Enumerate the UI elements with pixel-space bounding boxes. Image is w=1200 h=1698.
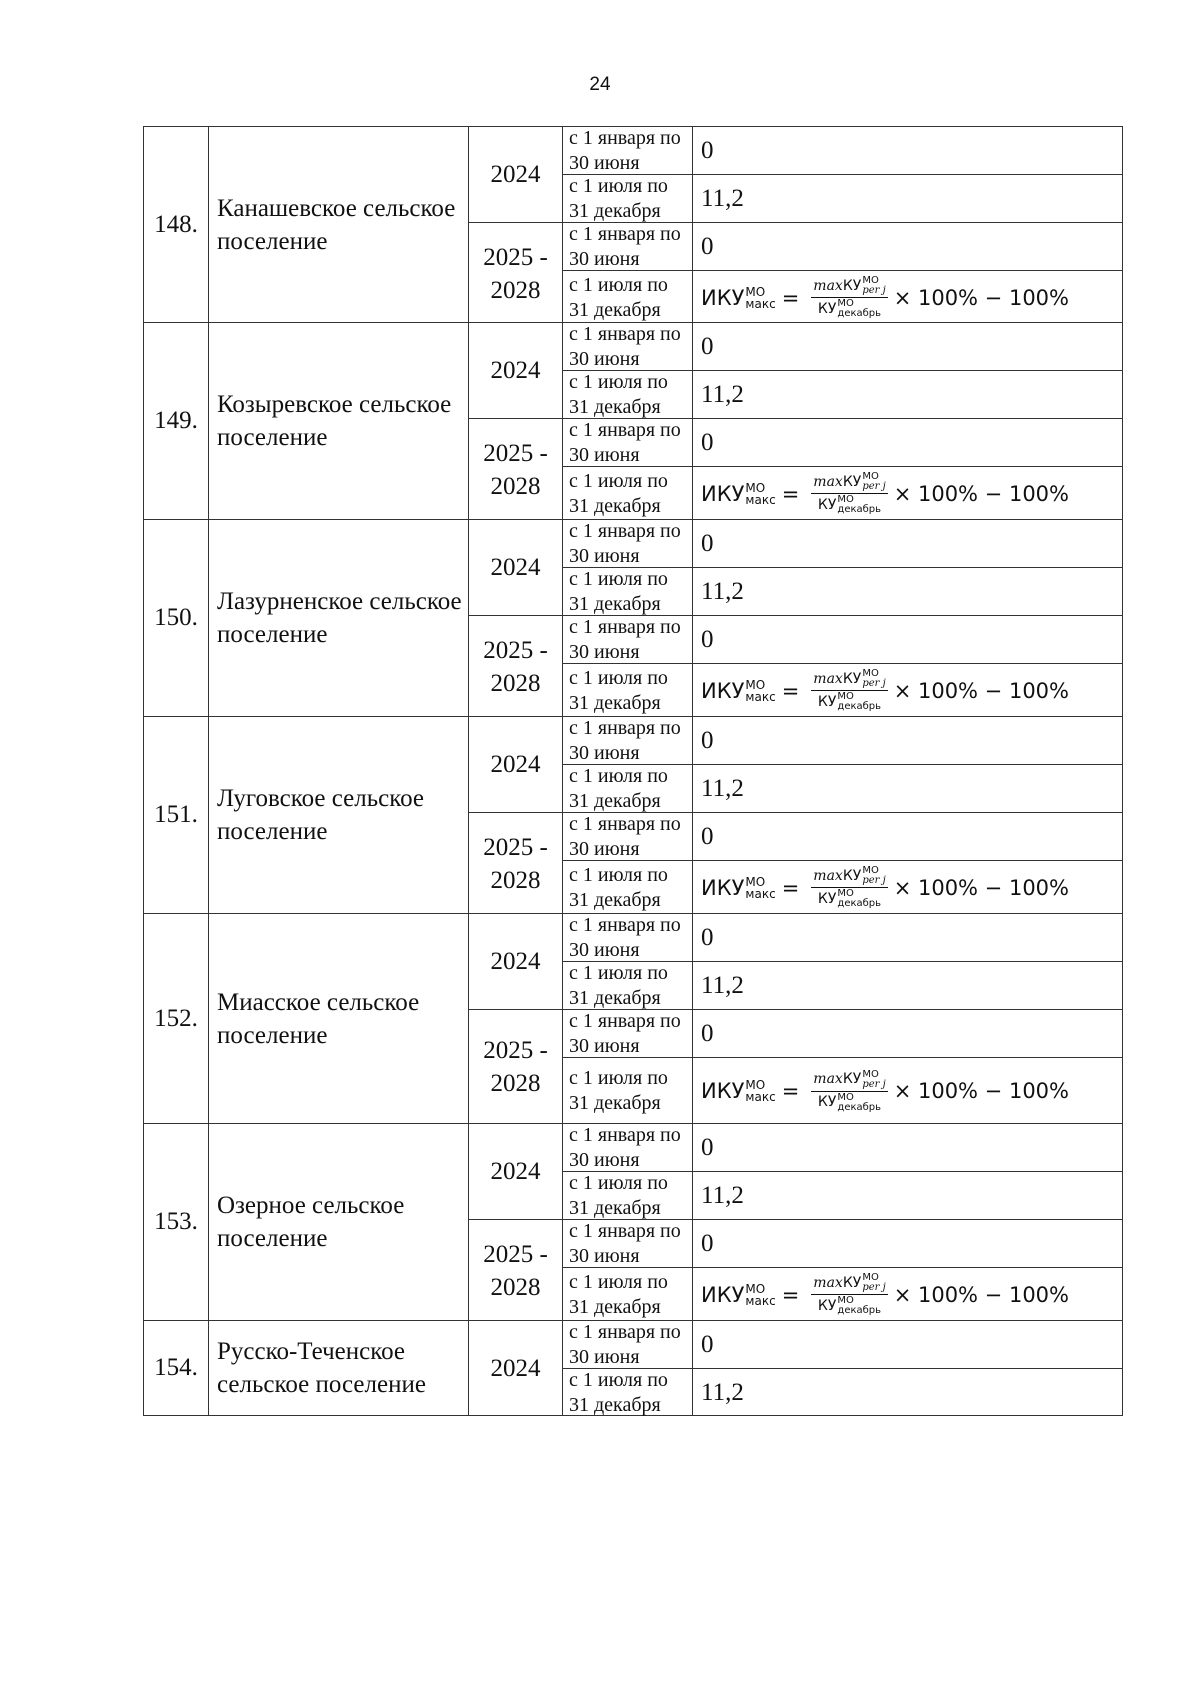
settlement-name: Лазурненское сельское поселение	[209, 520, 469, 716]
settlement-name: Канашевское сельское поселение	[209, 127, 469, 322]
formula-den-symbol: КУ	[817, 496, 837, 513]
formula-num-scripts	[862, 1273, 885, 1293]
formula-num-sup: МО	[862, 275, 879, 286]
period-second-half: с 1 июля по 31 декабря	[563, 1368, 693, 1416]
year-cell: 2024	[469, 717, 563, 812]
formula-den-scripts	[837, 1296, 881, 1316]
formula-denominator	[818, 1295, 881, 1316]
period-second-half: с 1 июля по 31 декабря	[563, 270, 693, 324]
period-first-half: с 1 января по 30 июня	[563, 222, 693, 270]
period-first-half: с 1 января по 30 июня	[563, 127, 693, 174]
formula-numerator	[811, 1273, 887, 1295]
row-number: 148.	[144, 127, 209, 322]
year-cell: 2024	[469, 127, 563, 222]
formula-num-sub: per j	[862, 1282, 886, 1293]
value-cell: 11,2	[693, 1368, 1122, 1416]
formula-lhs	[701, 679, 776, 703]
period-first-half: с 1 января по 30 июня	[563, 717, 693, 764]
row-number: 150.	[144, 520, 209, 716]
period-second-half: с 1 июля по 31 декабря	[563, 466, 693, 520]
formula-lhs-sup: МО	[745, 874, 766, 889]
formula-fraction	[811, 472, 887, 515]
formula-lhs-sub: макс	[745, 492, 776, 507]
formula-equals: =	[781, 481, 800, 506]
period-second-half: с 1 июля по 31 декабря	[563, 961, 693, 1009]
formula-num-sub: per j	[862, 285, 886, 296]
formula-lhs-sup: МО	[745, 284, 766, 299]
formula-lhs	[701, 482, 776, 506]
value-cell: 11,2	[693, 1171, 1122, 1219]
formula-lhs-symbol: ИКУ	[701, 1079, 745, 1103]
formula-lhs-sup: МО	[745, 677, 766, 692]
value-cell: 0	[693, 418, 1122, 466]
value-cell: 0	[693, 222, 1122, 270]
formula-num-symbol: КУ	[842, 867, 862, 884]
formula-denominator	[818, 691, 881, 712]
tariff-table	[143, 126, 1123, 1416]
value-cell: 0	[701, 1330, 714, 1358]
settlement-name: Луговское сельское поселение	[209, 717, 469, 913]
formula-lhs-scripts	[745, 1079, 775, 1103]
periods-block	[469, 323, 1122, 519]
value-cell: 11,2	[693, 567, 1122, 615]
formula-den-scripts	[837, 889, 881, 909]
formula-tail: × 100% − 100%	[893, 678, 1069, 703]
formula-num-sup: МО	[862, 1272, 879, 1283]
formula-num-sub: per j	[862, 481, 886, 492]
year-cell: 2025 - 2028	[469, 1009, 563, 1124]
period-first-half: с 1 января по 30 июня	[563, 812, 693, 860]
formula-den-sub: декабрь	[837, 504, 882, 515]
year-cell: 2024	[469, 520, 563, 615]
formula-lhs-sub: макс	[745, 886, 776, 901]
value-cell	[693, 270, 1122, 324]
period-second-half: с 1 июля по 31 декабря	[563, 860, 693, 914]
row-number: 151.	[144, 717, 209, 913]
year-cell: 2025 - 2028	[469, 812, 563, 914]
formula-den-scripts	[837, 692, 881, 712]
formula-num-scripts	[862, 669, 885, 689]
formula-denominator	[818, 494, 881, 515]
page-number: 24	[589, 74, 611, 95]
period-first-half: с 1 января по 30 июня	[563, 418, 693, 466]
formula-max: max	[813, 473, 843, 490]
formula-lhs	[701, 1283, 776, 1307]
row-number: 152.	[144, 914, 209, 1123]
formula-numerator	[811, 276, 887, 298]
value-cell	[693, 466, 1122, 520]
formula-lhs-scripts	[745, 679, 775, 703]
formula-fraction	[811, 669, 887, 712]
year-cell: 2025 - 2028	[469, 418, 563, 520]
period-second-half: с 1 июля по 31 декабря	[563, 663, 693, 717]
formula-lhs-sub: макс	[745, 296, 776, 311]
formula-lhs-sub: макс	[745, 689, 776, 704]
period-second-half: с 1 июля по 31 декабря	[563, 174, 693, 222]
period-first-half: с 1 января по 30 июня	[563, 323, 693, 370]
period-second-half: с 1 июля по 31 декабря	[563, 370, 693, 418]
period-second-half: с 1 июля по 31 декабря	[563, 1171, 693, 1219]
value-cell: 11,2	[693, 174, 1122, 222]
formula-equals: =	[781, 1282, 800, 1307]
formula-max: max	[813, 1071, 843, 1087]
table-row	[143, 126, 1123, 323]
formula-den-sub: декабрь	[837, 898, 882, 909]
formula-lhs-sup: МО	[745, 1078, 766, 1092]
formula-num-symbol: КУ	[842, 473, 862, 490]
formula-num-scripts	[862, 866, 885, 886]
formula	[701, 276, 1069, 319]
formula-tail: × 100% − 100%	[893, 285, 1069, 310]
formula-lhs-scripts	[745, 876, 775, 900]
formula-num-symbol: КУ	[842, 670, 862, 687]
table-row	[143, 520, 1123, 717]
formula-den-sub: декабрь	[837, 308, 882, 319]
value-cell: 11,2	[693, 764, 1122, 812]
formula-lhs-symbol: ИКУ	[701, 1282, 745, 1307]
value-cell: 0	[701, 332, 714, 360]
periods-block	[469, 520, 1122, 716]
formula-lhs	[701, 876, 776, 900]
formula-max: max	[813, 670, 843, 687]
formula-lhs-symbol: ИКУ	[701, 285, 745, 310]
formula-lhs	[701, 1079, 776, 1103]
period-second-half: с 1 июля по 31 декабря	[563, 1057, 693, 1124]
periods-block	[469, 914, 1122, 1123]
year-cell: 2025 - 2028	[469, 222, 563, 324]
formula-numerator	[811, 472, 887, 494]
formula	[701, 472, 1069, 515]
formula-max: max	[813, 277, 843, 294]
formula-den-sup: МО	[837, 691, 854, 702]
formula-num-scripts	[862, 472, 885, 492]
formula-fraction	[811, 1273, 887, 1316]
period-first-half: с 1 января по 30 июня	[563, 1009, 693, 1057]
formula-lhs-scripts	[745, 482, 775, 506]
formula-den-symbol: КУ	[817, 1094, 837, 1110]
formula	[701, 669, 1069, 712]
formula-equals: =	[781, 285, 800, 310]
formula-den-scripts	[837, 1093, 881, 1113]
formula-lhs-sub: макс	[745, 1090, 776, 1104]
year-cell: 2025 - 2028	[469, 615, 563, 717]
formula-lhs-sup: МО	[745, 1281, 766, 1296]
formula-den-sub: декабрь	[837, 701, 882, 712]
settlement-name: Козыревское сельское поселение	[209, 323, 469, 519]
period-second-half: с 1 июля по 31 декабря	[563, 764, 693, 812]
table-row	[143, 323, 1123, 520]
value-cell	[693, 1057, 1122, 1124]
formula-num-scripts	[862, 276, 885, 296]
formula-num-sub: per j	[862, 678, 886, 689]
table-row	[143, 1124, 1123, 1321]
formula-num-scripts	[862, 1070, 885, 1090]
value-cell	[693, 663, 1122, 717]
value-cell	[693, 1267, 1122, 1321]
formula	[701, 866, 1069, 909]
formula-fraction	[811, 276, 887, 319]
periods-block	[469, 1124, 1122, 1320]
formula-num-sub: per j	[862, 875, 886, 886]
period-second-half: с 1 июля по 31 декабря	[563, 1267, 693, 1321]
row-number: 154.	[144, 1321, 209, 1415]
year-cell: 2024	[469, 914, 563, 1009]
formula-denominator	[818, 298, 881, 319]
formula-lhs	[701, 286, 776, 310]
value-cell	[693, 860, 1122, 914]
formula-numerator	[811, 866, 887, 888]
formula-lhs-symbol: ИКУ	[701, 481, 745, 506]
period-first-half: с 1 января по 30 июня	[563, 1124, 693, 1171]
formula-den-scripts	[837, 495, 881, 515]
period-first-half: с 1 января по 30 июня	[563, 914, 693, 961]
row-number: 149.	[144, 323, 209, 519]
table-row	[143, 717, 1123, 914]
formula-num-symbol: КУ	[842, 1274, 862, 1291]
formula-den-symbol: КУ	[817, 693, 837, 710]
formula-den-sup: МО	[837, 888, 854, 899]
formula-den-sup: МО	[837, 494, 854, 505]
period-second-half: с 1 июля по 31 декабря	[563, 567, 693, 615]
formula-lhs-symbol: ИКУ	[701, 678, 745, 703]
period-first-half: с 1 января по 30 июня	[563, 520, 693, 567]
formula-tail: × 100% − 100%	[893, 1079, 1069, 1103]
formula-lhs-scripts	[745, 1283, 775, 1307]
formula-denominator	[818, 1092, 881, 1113]
formula-tail: × 100% − 100%	[893, 875, 1069, 900]
formula-equals: =	[781, 678, 800, 703]
value-cell: 0	[693, 812, 1122, 860]
value-cell: 11,2	[693, 961, 1122, 1009]
formula-num-sup: МО	[862, 471, 879, 482]
periods-block	[469, 1321, 1122, 1415]
period-first-half: с 1 января по 30 июня	[563, 1321, 693, 1368]
year-cell: 2025 - 2028	[469, 1219, 563, 1321]
settlement-name: Миасское сельское поселение	[209, 914, 469, 1123]
formula-lhs-symbol: ИКУ	[701, 875, 745, 900]
formula	[701, 1070, 1069, 1113]
value-cell: 0	[693, 615, 1122, 663]
periods-block	[469, 717, 1122, 913]
formula-fraction	[811, 866, 887, 909]
row-number: 153.	[144, 1124, 209, 1320]
year-cell: 2024	[469, 1124, 563, 1219]
formula-den-symbol: КУ	[817, 890, 837, 907]
settlement-name: Озерное сельское поселение	[209, 1124, 469, 1320]
formula-denominator	[818, 888, 881, 909]
period-first-half: с 1 января по 30 июня	[563, 615, 693, 663]
table-row	[143, 914, 1123, 1124]
formula-lhs-scripts	[745, 286, 775, 310]
formula-numerator	[811, 1070, 887, 1092]
settlement-name: Русско-Теченское сельское поселение	[209, 1321, 469, 1415]
year-cell: 2024	[469, 323, 563, 418]
formula-tail: × 100% − 100%	[893, 481, 1069, 506]
formula-lhs-sup: МО	[745, 480, 766, 495]
formula-den-symbol: КУ	[817, 1297, 837, 1314]
formula	[701, 1273, 1069, 1316]
formula-den-sup: МО	[837, 1295, 854, 1306]
formula-tail: × 100% − 100%	[893, 1282, 1069, 1307]
formula-equals: =	[781, 1079, 800, 1103]
value-cell: 0	[701, 529, 714, 557]
formula-den-sub: декабрь	[837, 1305, 882, 1316]
formula-num-sup: МО	[862, 865, 879, 876]
formula-num-sup: МО	[862, 668, 879, 679]
formula-equals: =	[781, 875, 800, 900]
formula-num-sub: per j	[862, 1078, 886, 1090]
formula-lhs-sub: макс	[745, 1293, 776, 1308]
formula-den-sub: декабрь	[837, 1101, 882, 1113]
period-first-half: с 1 января по 30 июня	[563, 1219, 693, 1267]
formula-num-symbol: КУ	[842, 277, 862, 294]
formula-num-symbol: КУ	[842, 1071, 862, 1087]
formula-fraction	[811, 1070, 887, 1113]
value-cell: 0	[701, 726, 714, 754]
value-cell: 0	[693, 1219, 1122, 1267]
table-row	[143, 1321, 1123, 1416]
value-cell: 11,2	[693, 370, 1122, 418]
formula-den-sup: МО	[837, 1091, 854, 1103]
formula-numerator	[811, 669, 887, 691]
value-cell: 0	[701, 1133, 714, 1161]
formula-max: max	[813, 1274, 843, 1291]
formula-den-sup: МО	[837, 298, 854, 309]
value-cell: 0	[701, 923, 714, 951]
year-cell: 2024	[469, 1321, 563, 1416]
formula-max: max	[813, 867, 843, 884]
value-cell: 0	[693, 1009, 1122, 1057]
formula-num-sup: МО	[862, 1068, 879, 1080]
formula-den-scripts	[837, 299, 881, 319]
formula-den-symbol: КУ	[817, 300, 837, 317]
periods-block	[469, 127, 1122, 322]
value-cell: 0	[701, 136, 714, 164]
